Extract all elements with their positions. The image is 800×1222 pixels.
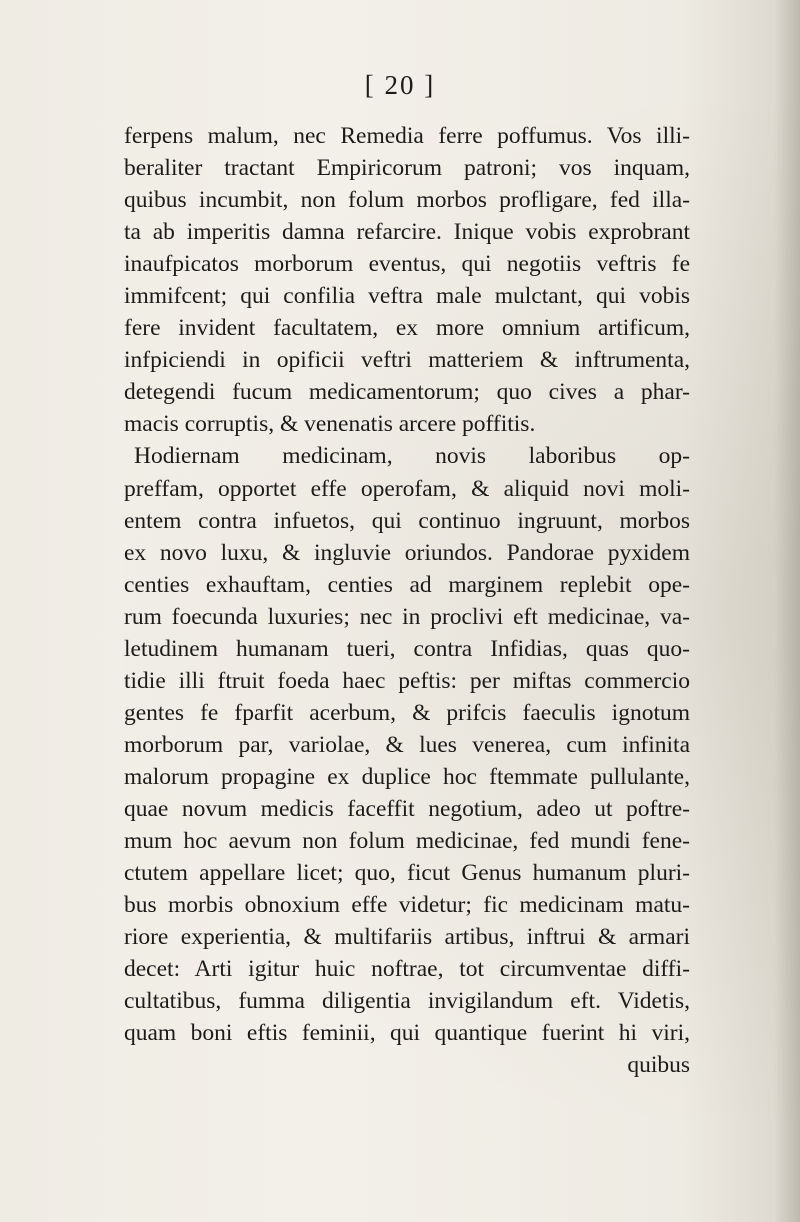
text-line: morborum par, variolae, & lues venerea, cum infinita [124, 731, 690, 758]
text-line: tidie illi ftruit foeda haec peftis: per miftas commercio [124, 667, 690, 694]
text-line: ex novo luxu, & ingluvie oriundos. Pandorae pyxidem [124, 539, 690, 566]
text-line: rum foecunda luxuries; nec in proclivi eft medicinae, va- [124, 603, 690, 630]
text-line: inaufpicatos morborum eventus, qui negotiis veftris fe [124, 251, 690, 278]
text-line: decet: Arti igitur huic noftrae, tot circumventae diffi- [124, 956, 690, 983]
text-line: entem contra infuetos, qui continuo ingruunt, morbos [124, 507, 690, 534]
text-line: letudinem humanam tueri, contra Infidias, quas quo- [124, 635, 690, 662]
text-line: quae novum medicis faceffit negotium, adeo ut poftre- [124, 795, 690, 822]
text-line: centies exhauftam, centies ad marginem replebit ope- [124, 571, 690, 598]
text-line: cultatibus, fumma diligentia invigilandum eft. Videtis, [124, 988, 690, 1015]
text-line: mum hoc aevum non folum medicinae, fed mundi fene- [124, 828, 690, 855]
text-line: detegendi fucum medicamentorum; quo cives a phar- [124, 379, 690, 406]
text-line: preffam, opportet effe operofam, & aliquid novi moli- [124, 475, 690, 502]
text-line: infpiciendi in opificii veftri matteriem & inftrumenta, [124, 347, 690, 374]
text-line: malorum propagine ex duplice hoc ftemmate pullulante, [124, 763, 690, 790]
page-number: [ 20 ] [364, 70, 436, 100]
paragraph-start-line: Hodiernam medicinam, novis laboribus op- [134, 443, 690, 470]
body-text [124, 120, 690, 1081]
page-edge-shadow [774, 0, 800, 1222]
text-line: bus morbis obnoxium effe videtur; fic medicinam matu- [124, 892, 690, 919]
text-line: gentes fe fparfit acerbum, & prifcis faeculis ignotum [124, 699, 690, 726]
text-line: riore experientia, & multifariis artibus, inftrui & armari [124, 924, 690, 951]
text-line: ferpens malum, nec Remedia ferre poffumus. Vos illi- [124, 123, 690, 149]
text-line: immifcent; qui confilia veftra male mulctant, qui vobis [124, 283, 690, 310]
text-line: ctutem appellare licet; quo, ficut Genus humanum pluri- [124, 860, 690, 887]
text-line: quam boni eftis feminii, qui quantique fuerint hi viri, [124, 1020, 690, 1047]
text-line: fere invident facultatem, ex more omnium artificum, [124, 315, 690, 342]
paragraph-end-line: macis corruptis, & venenatis arcere poffitis. [124, 411, 536, 438]
text-line: quibus incumbit, non folum morbos profligare, fed illa- [124, 187, 690, 214]
text-line: ta ab imperitis damna refarcire. Inique vobis exprobrant [124, 219, 690, 246]
catchword: quibus [627, 1052, 690, 1079]
text-line: beraliter tractant Empiricorum patroni; vos inquam, [124, 155, 690, 182]
